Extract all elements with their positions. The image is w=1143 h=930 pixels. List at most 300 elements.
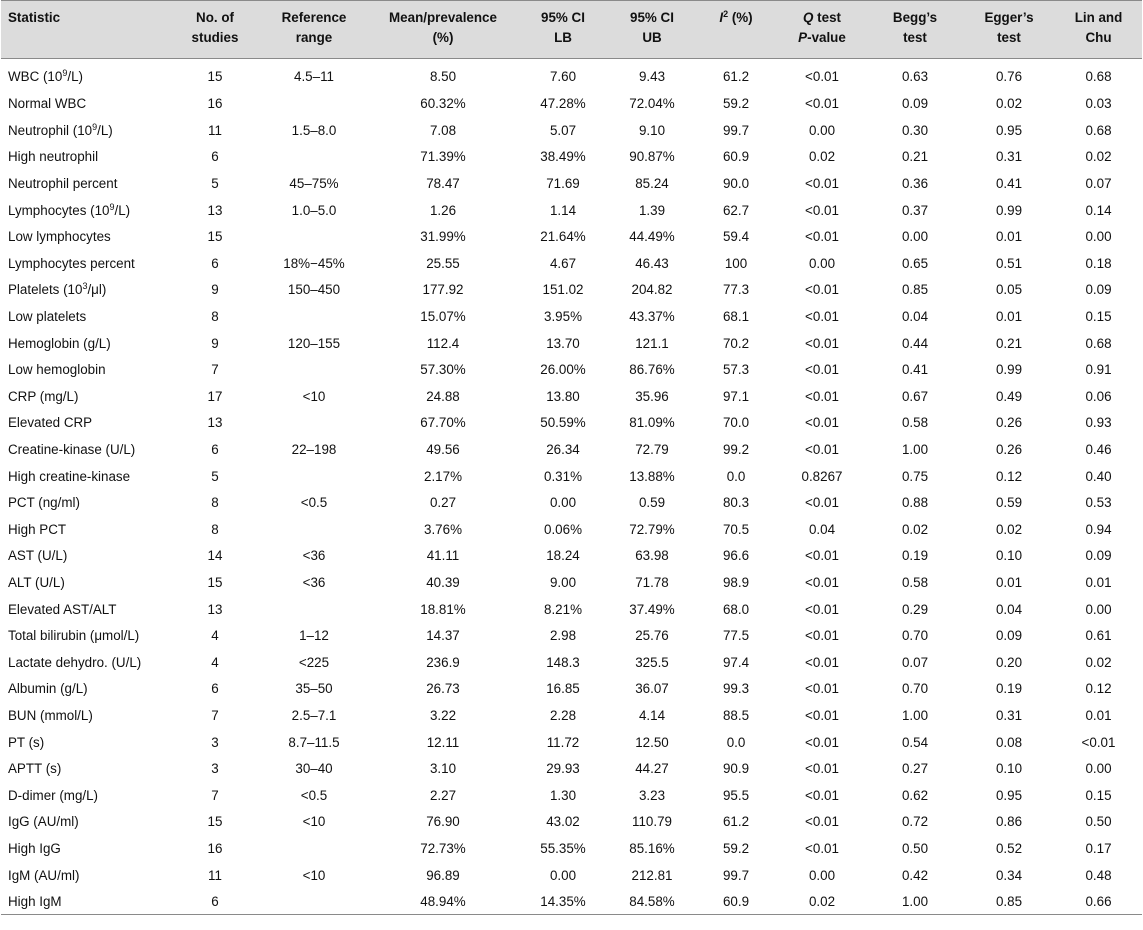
cell-statistic xyxy=(1,144,171,171)
cell-mean-prevalence: 3.10 xyxy=(429,761,457,777)
header-reference-range xyxy=(259,1,369,59)
table-row xyxy=(1,250,1142,277)
cell-lin-chu: 0.09 xyxy=(1085,548,1112,564)
cell-ci-ub: 13.88% xyxy=(629,468,675,484)
cell-i2: 90.0 xyxy=(722,176,750,192)
cell-no-studies: 13 xyxy=(207,415,223,431)
cell-mean-prevalence: 26.73 xyxy=(426,681,460,697)
cell-ci-ub: 90.87% xyxy=(629,149,675,165)
cell-no-studies: 9 xyxy=(211,282,219,298)
cell-i2: 70.5 xyxy=(722,521,750,537)
cell-no-studies: 8 xyxy=(211,521,219,537)
header-eggers-line2: test xyxy=(997,30,1021,45)
cell-mean-prevalence: 41.11 xyxy=(426,548,460,564)
cell-eggers: 0.21 xyxy=(995,335,1023,351)
cell-q-pvalue: <0.01 xyxy=(805,96,839,112)
cell-ci-ub: 0.59 xyxy=(638,495,666,511)
cell-no-studies: 11 xyxy=(208,867,222,883)
cell-ci-ub: 81.09% xyxy=(629,415,675,431)
cell-eggers: 0.19 xyxy=(995,681,1023,697)
table-body xyxy=(1,59,1142,915)
cell-ci-lb: 21.64% xyxy=(540,229,586,245)
table-row xyxy=(1,596,1142,623)
cell-mean-prevalence: 60.32% xyxy=(420,96,466,112)
cell-statistic xyxy=(1,862,171,889)
cell-ci-lb: 2.28 xyxy=(549,707,577,723)
table-row xyxy=(1,755,1142,782)
table-row xyxy=(1,303,1142,330)
cell-beggs: 1.00 xyxy=(901,707,929,723)
cell-ci-lb: 148.3 xyxy=(546,654,580,670)
cell-statistic xyxy=(1,676,171,703)
cell-reference-range: 1.0–5.0 xyxy=(291,202,337,218)
cell-reference-range: 1.5–8.0 xyxy=(291,122,337,138)
cell-eggers: 0.41 xyxy=(995,176,1023,192)
cell-statistic xyxy=(1,596,171,623)
cell-ci-lb: 13.80 xyxy=(546,388,580,404)
statistic-name: High creatine-kinase xyxy=(8,468,131,484)
cell-reference-range xyxy=(259,516,369,543)
header-ci-ub xyxy=(609,1,695,59)
cell-eggers: 0.04 xyxy=(995,601,1023,617)
cell-mean-prevalence: 12.11 xyxy=(426,734,460,750)
cell-mean-prevalence: 7.08 xyxy=(429,122,457,138)
header-eggers-test xyxy=(963,1,1055,59)
cell-q-pvalue: <0.01 xyxy=(805,707,839,723)
statistic-name: WBC (10 xyxy=(8,69,63,85)
cell-beggs: 0.21 xyxy=(901,149,929,165)
cell-no-studies: 15 xyxy=(207,69,223,85)
cell-lin-chu: 0.09 xyxy=(1085,282,1112,298)
cell-ci-lb: 1.14 xyxy=(549,202,577,218)
cell-lin-chu: 0.48 xyxy=(1085,867,1112,883)
cell-no-studies: 7 xyxy=(211,362,219,378)
statistic-unit-exponent: 9 xyxy=(62,68,68,79)
cell-reference-range xyxy=(259,356,369,383)
cell-lin-chu: 0.15 xyxy=(1085,787,1112,803)
cell-eggers: 0.01 xyxy=(995,309,1023,325)
cell-lin-chu: 0.02 xyxy=(1085,149,1112,165)
cell-no-studies: 7 xyxy=(211,787,219,803)
header-mean-prevalence-line1: Mean/prevalence xyxy=(389,10,497,25)
table-row xyxy=(1,676,1142,703)
statistic-name: High IgM xyxy=(8,893,62,909)
cell-ci-lb: 26.00% xyxy=(540,362,586,378)
cell-eggers: 0.10 xyxy=(995,548,1023,564)
header-q-test-word: test xyxy=(813,10,841,25)
cell-ci-ub: 84.58% xyxy=(609,888,695,915)
cell-q-pvalue: 0.02 xyxy=(808,149,836,165)
table-row xyxy=(1,569,1142,596)
cell-lin-chu: 0.02 xyxy=(1085,654,1112,670)
cell-statistic xyxy=(1,303,171,330)
cell-reference-range: <0.5 xyxy=(300,787,328,803)
statistic-name: Lymphocytes percent xyxy=(8,255,135,271)
cell-mean-prevalence: 72.73% xyxy=(420,840,466,856)
cell-lin-chu: 0.50 xyxy=(1085,814,1112,830)
cell-ci-lb: 14.35% xyxy=(517,888,609,915)
statistic-name: D-dimer (mg/L) xyxy=(8,787,99,803)
cell-no-studies: 4 xyxy=(211,628,219,644)
cell-i2: 68.0 xyxy=(722,601,750,617)
statistic-unit-tail: /L) xyxy=(114,202,131,218)
statistic-unit-tail: /L) xyxy=(97,122,113,138)
cell-ci-lb: 3.95% xyxy=(544,309,582,325)
cell-statistic xyxy=(1,702,171,729)
table-row xyxy=(1,223,1142,250)
statistic-name: Creatine-kinase (U/L) xyxy=(8,442,136,458)
cell-q-pvalue: 0.00 xyxy=(808,255,836,271)
cell-lin-chu: <0.01 xyxy=(1081,734,1116,750)
table-row xyxy=(1,197,1142,224)
cell-mean-prevalence: 40.39 xyxy=(426,574,460,590)
cell-i2: 0.0 xyxy=(726,468,746,484)
table-row xyxy=(1,516,1142,543)
cell-i2: 61.2 xyxy=(722,69,750,85)
cell-reference-range: 22–198 xyxy=(291,442,337,458)
cell-i2: 90.9 xyxy=(722,761,750,777)
cell-beggs: 0.88 xyxy=(901,495,929,511)
cell-beggs: 0.41 xyxy=(901,362,929,378)
header-q-letter: Q xyxy=(803,10,814,25)
header-p-value-word: -value xyxy=(807,30,846,45)
cell-mean-prevalence: 76.90 xyxy=(426,814,460,830)
cell-q-pvalue: <0.01 xyxy=(805,628,839,644)
cell-reference-range xyxy=(259,223,369,250)
cell-i2: 70.2 xyxy=(722,335,750,351)
header-statistic xyxy=(1,1,171,59)
cell-i2: 97.1 xyxy=(722,388,750,404)
cell-eggers: 0.85 xyxy=(963,888,1055,915)
statistic-name: Albumin (g/L) xyxy=(8,681,88,697)
cell-lin-chu: 0.93 xyxy=(1085,415,1112,431)
table-row xyxy=(1,888,1142,915)
cell-reference-range: <36 xyxy=(302,574,326,590)
cell-reference-range: <0.5 xyxy=(300,495,328,511)
statistic-name: High IgG xyxy=(8,840,61,856)
cell-q-pvalue: 0.00 xyxy=(808,122,836,138)
header-i2-letter: I xyxy=(719,10,724,25)
table-row xyxy=(1,702,1142,729)
header-statistic-label: Statistic xyxy=(8,10,61,25)
cell-mean-prevalence: 78.47 xyxy=(426,176,460,192)
cell-eggers: 0.20 xyxy=(995,654,1023,670)
cell-eggers: 0.95 xyxy=(995,787,1023,803)
statistic-name: PCT (ng/ml) xyxy=(8,495,80,511)
statistic-unit-tail: /μl) xyxy=(87,282,107,298)
header-p-letter: P xyxy=(798,30,808,45)
cell-eggers: 0.01 xyxy=(995,574,1023,590)
cell-q-pvalue: <0.01 xyxy=(805,840,839,856)
statistic-name: Platelets (10 xyxy=(8,282,83,298)
cell-i2: 95.5 xyxy=(722,787,750,803)
cell-ci-lb: 5.07 xyxy=(549,122,577,138)
cell-ci-ub: 212.81 xyxy=(631,867,673,883)
cell-ci-lb: 18.24 xyxy=(546,548,580,564)
cell-i2: 98.9 xyxy=(722,574,750,590)
cell-reference-range: <10 xyxy=(302,388,326,404)
cell-ci-ub: 25.76 xyxy=(635,628,669,644)
cell-ci-lb: 26.34 xyxy=(546,442,580,458)
cell-reference-range: 4.5–11 xyxy=(294,69,334,85)
table-row xyxy=(1,91,1142,118)
cell-q-pvalue: <0.01 xyxy=(805,335,839,351)
header-lin-chu xyxy=(1055,1,1142,59)
cell-mean-prevalence: 48.94% xyxy=(369,888,517,915)
cell-mean-prevalence: 2.17% xyxy=(424,468,462,484)
cell-mean-prevalence: 3.22 xyxy=(429,707,457,723)
cell-q-pvalue: <0.01 xyxy=(805,734,839,750)
cell-lin-chu: 0.66 xyxy=(1055,888,1142,915)
cell-mean-prevalence: 177.92 xyxy=(422,282,464,298)
statistic-name: APTT (s) xyxy=(8,761,62,777)
cell-reference-range: 30–40 xyxy=(295,761,333,777)
statistic-name: ALT (U/L) xyxy=(8,574,65,590)
header-row xyxy=(1,1,1142,59)
cell-eggers: 0.31 xyxy=(995,149,1023,165)
cell-eggers: 0.10 xyxy=(995,761,1023,777)
statistic-name: High PCT xyxy=(8,521,67,537)
cell-eggers: 0.26 xyxy=(995,442,1023,458)
table-row xyxy=(1,383,1142,410)
statistic-name: Total bilirubin (μmol/L) xyxy=(8,628,140,644)
cell-statistic xyxy=(1,888,171,915)
cell-lin-chu: 0.14 xyxy=(1085,202,1112,218)
cell-beggs: 0.85 xyxy=(901,282,929,298)
cell-statistic xyxy=(1,356,171,383)
cell-eggers: 0.95 xyxy=(995,122,1023,138)
cell-ci-ub: 4.14 xyxy=(638,707,666,723)
cell-eggers: 0.59 xyxy=(995,495,1023,511)
cell-q-pvalue: 0.02 xyxy=(777,888,867,915)
cell-lin-chu: 0.03 xyxy=(1085,96,1112,112)
cell-beggs: 0.67 xyxy=(901,388,929,404)
cell-ci-lb: 151.02 xyxy=(542,282,584,298)
statistic-name: BUN (mmol/L) xyxy=(8,707,93,723)
statistic-name: High neutrophil xyxy=(8,149,99,165)
table-header xyxy=(1,1,1142,59)
cell-i2: 99.2 xyxy=(722,442,750,458)
header-mean-prevalence xyxy=(369,1,517,59)
cell-ci-lb: 0.00 xyxy=(549,867,577,883)
cell-mean-prevalence: 71.39% xyxy=(420,149,466,165)
cell-i2: 77.5 xyxy=(722,628,750,644)
table-row xyxy=(1,463,1142,490)
cell-no-studies: 16 xyxy=(207,840,223,856)
statistic-name: Elevated AST/ALT xyxy=(8,601,117,617)
statistic-unit-exponent: 3 xyxy=(82,281,88,292)
cell-statistic xyxy=(1,463,171,490)
table-row xyxy=(1,277,1142,304)
cell-i2: 100 xyxy=(724,255,748,271)
cell-lin-chu: 0.91 xyxy=(1085,362,1112,378)
cell-i2: 60.9 xyxy=(695,888,777,915)
cell-i2: 80.3 xyxy=(722,495,750,511)
cell-ci-lb: 55.35% xyxy=(540,840,586,856)
cell-beggs: 0.50 xyxy=(901,840,929,856)
statistic-name: AST (U/L) xyxy=(8,548,68,564)
cell-q-pvalue: <0.01 xyxy=(805,601,839,617)
cell-eggers: 0.02 xyxy=(995,521,1023,537)
cell-no-studies: 3 xyxy=(211,761,219,777)
header-beggs-line2: test xyxy=(903,30,927,45)
cell-no-studies: 5 xyxy=(211,468,219,484)
cell-i2: 57.3 xyxy=(722,362,750,378)
cell-beggs: 0.54 xyxy=(901,734,929,750)
cell-ci-ub: 204.82 xyxy=(631,282,673,298)
cell-no-studies: 8 xyxy=(211,495,219,511)
cell-i2: 59.4 xyxy=(722,229,750,245)
cell-reference-range: 120–155 xyxy=(287,335,341,351)
cell-eggers: 0.51 xyxy=(995,255,1023,271)
cell-ci-ub: 71.78 xyxy=(635,574,669,590)
cell-q-pvalue: 0.8267 xyxy=(801,468,843,484)
statistic-name: Low platelets xyxy=(8,309,87,325)
cell-q-pvalue: <0.01 xyxy=(805,787,839,803)
cell-ci-ub: 86.76% xyxy=(629,362,675,378)
header-beggs-line1: Begg’s xyxy=(892,10,938,25)
cell-eggers: 0.09 xyxy=(995,628,1023,644)
cell-mean-prevalence: 8.50 xyxy=(429,69,457,85)
cell-beggs: 0.04 xyxy=(901,309,929,325)
statistic-name: IgM (AU/ml) xyxy=(8,867,80,883)
cell-statistic xyxy=(1,782,171,809)
cell-ci-ub: 72.79 xyxy=(635,442,669,458)
cell-reference-range: 18%−45% xyxy=(283,255,345,271)
cell-beggs: 0.72 xyxy=(901,814,929,830)
header-lin-chu-line1: Lin and xyxy=(1074,10,1123,25)
cell-no-studies: 6 xyxy=(171,888,259,915)
cell-q-pvalue: <0.01 xyxy=(805,654,839,670)
cell-statistic xyxy=(1,543,171,570)
cell-eggers: 0.49 xyxy=(995,388,1023,404)
cell-ci-ub: 43.37% xyxy=(629,309,675,325)
results-table xyxy=(1,0,1142,915)
cell-no-studies: 16 xyxy=(207,96,223,112)
cell-ci-lb: 7.60 xyxy=(549,69,577,85)
header-ci-lb xyxy=(517,1,609,59)
cell-beggs: 0.02 xyxy=(901,521,929,537)
cell-ci-lb: 16.85 xyxy=(546,681,580,697)
cell-lin-chu: 0.00 xyxy=(1085,229,1112,245)
cell-no-studies: 13 xyxy=(207,202,223,218)
cell-ci-lb: 11.72 xyxy=(546,734,580,750)
table-row xyxy=(1,782,1142,809)
cell-eggers: 0.31 xyxy=(995,707,1023,723)
cell-ci-ub: 9.43 xyxy=(638,69,666,85)
cell-ci-ub: 12.50 xyxy=(635,734,669,750)
cell-statistic xyxy=(1,622,171,649)
header-beggs-test xyxy=(867,1,963,59)
cell-beggs: 0.27 xyxy=(901,761,929,777)
cell-eggers: 0.52 xyxy=(995,840,1023,856)
statistic-unit-exponent: 9 xyxy=(109,201,115,212)
header-ci-lb-line1: 95% CI xyxy=(541,10,585,25)
cell-beggs: 0.65 xyxy=(901,255,929,271)
cell-no-studies: 15 xyxy=(207,574,223,590)
table-row xyxy=(1,356,1142,383)
header-reference-range-line1: Reference xyxy=(281,10,347,25)
statistic-name: Low hemoglobin xyxy=(8,362,106,378)
cell-i2: 59.2 xyxy=(722,840,750,856)
cell-mean-prevalence: 96.89 xyxy=(426,867,460,883)
cell-reference-range xyxy=(259,888,369,915)
cell-q-pvalue: <0.01 xyxy=(805,309,839,325)
cell-q-pvalue: <0.01 xyxy=(805,202,839,218)
header-ci-ub-line2: UB xyxy=(642,30,662,45)
cell-statistic xyxy=(1,729,171,756)
cell-q-pvalue: <0.01 xyxy=(805,69,839,85)
cell-mean-prevalence: 49.56 xyxy=(426,442,460,458)
cell-no-studies: 17 xyxy=(207,388,223,404)
cell-ci-ub: 44.27 xyxy=(635,761,669,777)
cell-mean-prevalence: 0.27 xyxy=(429,495,457,511)
cell-no-studies: 15 xyxy=(207,229,223,245)
cell-no-studies: 11 xyxy=(208,122,222,138)
table-row xyxy=(1,170,1142,197)
cell-ci-lb: 2.98 xyxy=(549,628,577,644)
cell-beggs: 0.19 xyxy=(901,548,929,564)
cell-reference-range: 2.5–7.1 xyxy=(291,707,337,723)
cell-ci-lb: 1.30 xyxy=(549,787,577,803)
cell-i2: 77.3 xyxy=(722,282,750,298)
cell-q-pvalue: <0.01 xyxy=(805,229,839,245)
cell-no-studies: 14 xyxy=(207,548,223,564)
cell-reference-range: 150–450 xyxy=(287,282,341,298)
cell-no-studies: 4 xyxy=(211,654,219,670)
cell-statistic xyxy=(1,91,171,118)
cell-beggs: 0.70 xyxy=(901,681,929,697)
statistic-name: Lactate dehydro. (U/L) xyxy=(8,654,142,670)
cell-i2: 70.0 xyxy=(722,415,750,431)
cell-statistic xyxy=(1,197,171,224)
cell-eggers: 0.76 xyxy=(995,69,1023,85)
cell-statistic xyxy=(1,569,171,596)
cell-q-pvalue: <0.01 xyxy=(805,681,839,697)
cell-statistic xyxy=(1,277,171,304)
header-no-studies-line2: studies xyxy=(191,30,239,45)
cell-statistic xyxy=(1,59,171,91)
cell-ci-ub: 46.43 xyxy=(635,255,669,271)
cell-statistic xyxy=(1,489,171,516)
cell-lin-chu: 0.15 xyxy=(1085,309,1112,325)
cell-q-pvalue: <0.01 xyxy=(805,415,839,431)
statistic-name: IgG (AU/ml) xyxy=(8,814,79,830)
cell-q-pvalue: <0.01 xyxy=(805,574,839,590)
cell-eggers: 0.34 xyxy=(995,867,1023,883)
statistic-name: Low lymphocytes xyxy=(8,229,111,245)
cell-lin-chu: 0.06 xyxy=(1085,388,1112,404)
cell-statistic xyxy=(1,170,171,197)
cell-mean-prevalence: 24.88 xyxy=(426,388,460,404)
cell-ci-ub: 110.79 xyxy=(632,814,672,830)
cell-beggs: 1.00 xyxy=(867,888,963,915)
cell-mean-prevalence: 57.30% xyxy=(420,362,466,378)
cell-statistic xyxy=(1,835,171,862)
cell-statistic xyxy=(1,410,171,437)
cell-reference-range: <225 xyxy=(298,654,330,670)
cell-beggs: 0.63 xyxy=(901,69,929,85)
cell-reference-range xyxy=(259,463,369,490)
cell-statistic xyxy=(1,250,171,277)
cell-mean-prevalence: 67.70% xyxy=(420,415,466,431)
cell-mean-prevalence: 25.55 xyxy=(426,255,460,271)
cell-q-pvalue: <0.01 xyxy=(805,495,839,511)
table-row xyxy=(1,649,1142,676)
cell-i2: 97.4 xyxy=(722,654,750,670)
cell-beggs: 0.09 xyxy=(901,96,929,112)
header-no-studies-line1: No. of xyxy=(196,10,234,25)
